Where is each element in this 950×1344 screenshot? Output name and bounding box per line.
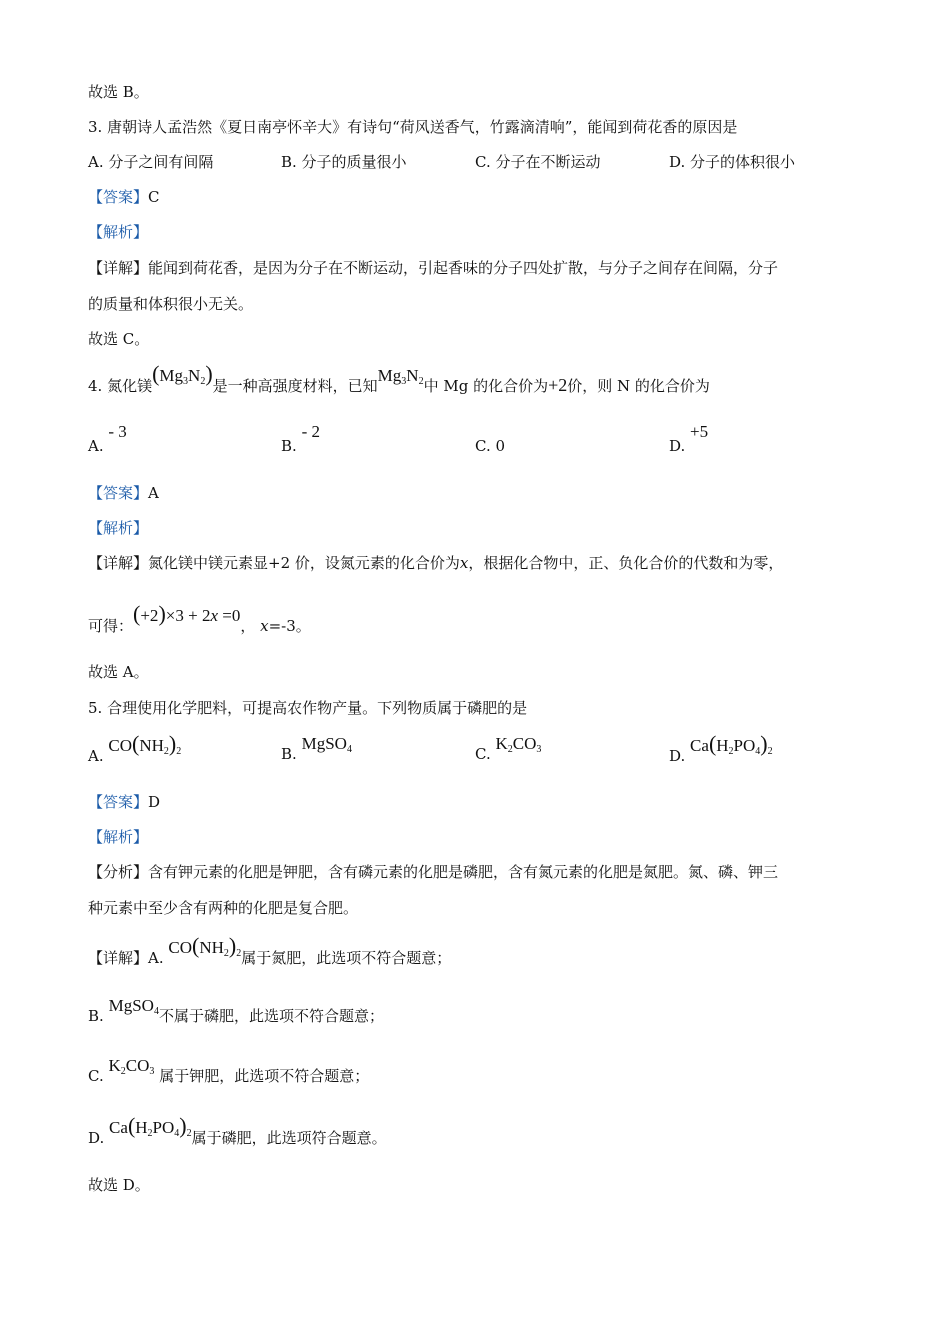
var-x: x [459, 554, 469, 572]
formula-mgso4 [109, 996, 159, 1015]
opt-label: B. [281, 745, 297, 763]
q2-conclusion: 故选 B。 [88, 83, 149, 101]
opt-label: A. [88, 747, 104, 765]
q5-option-b [281, 734, 352, 770]
q5-option-a [88, 731, 182, 772]
answer-tag: 【答案】 [88, 484, 149, 502]
f-sub3: 3 [183, 376, 189, 387]
detail-label: B. [88, 1007, 104, 1025]
opt-label: D. [669, 747, 686, 765]
f-sub3: 3 [149, 1066, 155, 1077]
f-sub-outer: 2 [236, 948, 242, 959]
answer-value: A [148, 484, 159, 502]
f-nh: NH [139, 736, 164, 755]
f-po: PO [152, 1118, 175, 1137]
f-n2: N [406, 366, 419, 385]
f-sub: 2 [223, 948, 229, 959]
answer-tag: 【答案】 [88, 188, 149, 206]
detail-text: 属于氮肥，此选项不符合题意； [241, 949, 452, 967]
formula-co-nh2-2: $CO(NH_2)_2$ [108, 731, 182, 757]
f-sub-outer: 2 [767, 746, 773, 757]
detail-comma: ， [240, 617, 256, 635]
q4-valence: +2 [548, 375, 568, 395]
q5-detail-d [88, 1113, 387, 1154]
q4-stem [88, 361, 710, 402]
q5-option-c [475, 734, 542, 770]
formula-k2co3 [109, 1056, 155, 1075]
f-sub2b: 2 [418, 376, 424, 387]
q4-option-d [669, 422, 709, 456]
q3-answer [88, 187, 160, 207]
f-co: CO [512, 734, 537, 753]
q4-stem-mid: 是一种高强度材料，已知 [212, 377, 378, 395]
q5-analysis-line1 [88, 862, 778, 882]
q5-analysis-line2: 种元素中至少含有两种的化肥是复合肥。 [88, 899, 359, 917]
detail-label: C. [88, 1067, 104, 1085]
f-sub2: 2 [728, 746, 734, 757]
q4-analysis-tag [88, 518, 148, 538]
f-sub-outer: 2 [186, 1128, 192, 1139]
f-mg2: Mg [377, 366, 402, 385]
detail-text: 属于钾肥，此选项不符合题意； [159, 1067, 370, 1085]
f-sub4: 4 [755, 746, 761, 757]
eq-x: x [210, 606, 218, 625]
q3-option-b: B. 分子的质量很小 [281, 153, 407, 171]
detail-text: 能闻到荷花香，是因为分子在不断运动，引起香味的分子四处扩散，与分子之间存在间隔，分子 [148, 259, 779, 277]
q3-option-c: C. 分子在不断运动 [475, 153, 601, 171]
q3-option-d: D. 分子的体积很小 [669, 153, 796, 171]
opt-label: C. [475, 745, 491, 763]
q5-option-d [669, 731, 773, 772]
eq-plus2: +2 [140, 606, 159, 625]
detail-text: 不属于磷肥，此选项不符合题意； [158, 1007, 384, 1025]
q5-conclusion: 故选 D。 [88, 1176, 150, 1194]
opt-label: A. [88, 437, 104, 455]
detail-text: 属于磷肥，此选项符合题意。 [191, 1129, 387, 1147]
answer-value: D [148, 793, 161, 811]
analysis-text: 含有钾元素的化肥是钾肥，含有磷元素的化肥是磷肥，含有氮元素的化肥是氮肥。氮、磷、钾三 [148, 863, 779, 881]
analysis2-tag: 【分析】 [88, 863, 149, 881]
q4-answer [88, 483, 159, 503]
f-sub: 2 [507, 744, 513, 755]
q3-detail-line2: 的质量和体积很小无关。 [88, 295, 254, 313]
q5-stem: 5. 合理使用化学肥料，可提高农作物产量。下列物质属于磷肥的是 [88, 699, 528, 717]
opt-value: - 2 [301, 422, 320, 441]
formula-ca-h2po4-2: $Ca(H_2PO_4)_2$ [690, 731, 773, 757]
q3-option-a: A. 分子之间有间隔 [88, 153, 214, 171]
q4-option-b [281, 422, 320, 456]
opt-value: +5 [690, 422, 709, 441]
analysis-tag: 【解析】 [88, 828, 149, 846]
q4-option-a [88, 422, 127, 456]
q5-analysis-tag [88, 827, 148, 847]
detail-tag: 【详解】 [88, 259, 149, 277]
eq-rp: ) [158, 601, 166, 626]
f-h: H [135, 1118, 148, 1137]
detail-tag: 【详解】 [88, 949, 149, 967]
f-sub2: 2 [147, 1128, 153, 1139]
eq-lp: ( [133, 601, 141, 626]
opt-value: 0 [495, 437, 506, 455]
f-k: K [108, 1056, 121, 1075]
f-sub: 4 [153, 1006, 159, 1017]
result-val: =-3。 [268, 617, 311, 635]
formula-mgso4 [302, 734, 352, 753]
f-sub: 4 [346, 744, 352, 755]
f-sub: 2 [163, 746, 169, 757]
f-co: CO [125, 1056, 150, 1075]
f-h: H [716, 736, 729, 755]
opt-label: B. [281, 437, 297, 455]
opt-value: - 3 [108, 422, 127, 441]
q4-detail-line2 [88, 601, 311, 636]
detail-pre: 可得： [88, 617, 134, 635]
f-co: CO [168, 938, 193, 957]
analysis-tag: 【解析】 [88, 519, 149, 537]
q5-detail-a [88, 933, 452, 974]
q3-analysis-tag [88, 222, 148, 242]
detail-text-a: 氮化镁中镁元素显+2 价，设氮元素的化合价为 [148, 554, 460, 572]
q4-stem-pre: 4. 氮化镁 [88, 377, 153, 395]
q4-detail-line1 [88, 553, 783, 573]
f-co: CO [108, 736, 133, 755]
f-ca: Ca [690, 736, 709, 755]
formula-ca-h2po4-2: $Ca(H_2PO_4)_2$ [109, 1113, 192, 1139]
f-sub4: 4 [174, 1128, 180, 1139]
f-sub3b: 3 [401, 376, 407, 387]
f-ca: Ca [109, 1118, 128, 1137]
q4-stem-post: 中 Mg 的化合价为 [423, 377, 549, 395]
f-sub-outer: 2 [176, 746, 182, 757]
f-sub2: 2 [200, 376, 206, 387]
opt-label: C. [475, 437, 491, 455]
f-sub3: 3 [536, 744, 542, 755]
equation [133, 601, 241, 626]
q4-formula [378, 366, 424, 385]
f-mgso: MgSO [301, 734, 347, 753]
q5-detail-b [88, 996, 384, 1032]
eq-times3: ×3 + 2 [165, 606, 211, 625]
formula-co-nh2-2: $CO(NH_2)_2$ [168, 933, 242, 959]
eq-eq0: =0 [218, 606, 241, 625]
q4-conclusion: 故选 A。 [88, 663, 149, 681]
answer-value: C [148, 188, 160, 206]
f-k: K [495, 734, 508, 753]
f-po: PO [733, 736, 756, 755]
result-x: x [260, 617, 269, 635]
f-mg: Mg [159, 366, 184, 385]
q3-stem: 3. 唐朝诗人孟浩然《夏日南亭怀辛大》有诗句“荷风送香气，竹露滴清响”，能闻到荷花香的原因是 [88, 118, 738, 136]
detail-label: A. [148, 949, 164, 967]
q5-detail-c [88, 1056, 370, 1092]
q4-option-c [475, 436, 505, 456]
formula-k2co3 [496, 734, 542, 753]
q5-answer [88, 792, 160, 812]
f-n: N [188, 366, 201, 385]
q4-formula-paren: $(Mg_3N_2)$ [152, 361, 213, 387]
q3-conclusion: 故选 C。 [88, 330, 150, 348]
detail-text-b: ，根据化合物中，正、负化合价的代数和为零， [468, 554, 784, 572]
f-mgso: MgSO [108, 996, 154, 1015]
detail-tag: 【详解】 [88, 554, 149, 572]
detail-label: D. [88, 1129, 105, 1147]
q3-detail-line1 [88, 258, 778, 278]
opt-label: D. [669, 437, 686, 455]
q4-stem-end: 价，则 N 的化合价为 [567, 377, 710, 395]
answer-tag: 【答案】 [88, 793, 149, 811]
f-sub: 2 [120, 1066, 126, 1077]
f-nh: NH [199, 938, 224, 957]
analysis-tag: 【解析】 [88, 223, 149, 241]
